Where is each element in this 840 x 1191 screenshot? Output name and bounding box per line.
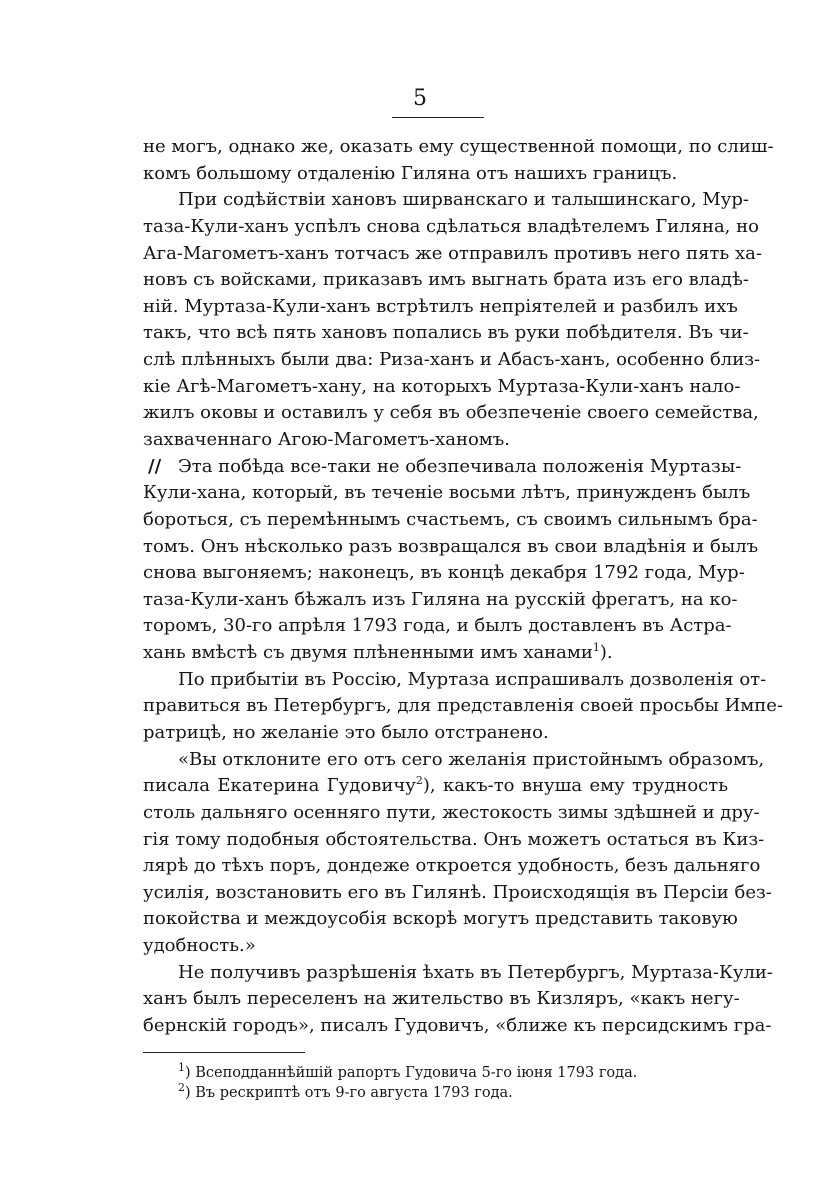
text-line: такъ, что всѣ пять хановъ попались въ руки побѣдителя. Въ чи- [143, 322, 749, 343]
footnote-rule [143, 1052, 305, 1053]
text-line: ній. Муртаза-Кули-ханъ встрѣтилъ непріятелей и разбилъ ихъ [143, 296, 738, 317]
text-line-tail: ). [599, 642, 613, 663]
footnote-text: ) Въ рескриптѣ отъ 9-го августа 1793 года. [185, 1085, 513, 1101]
page-number: 5 [413, 86, 427, 111]
margin-mark: // [148, 456, 162, 477]
footnote-mark: 1 [178, 1061, 185, 1075]
text-line: ханъ былъ переселенъ на жительство въ Кизляръ, «какъ негу- [143, 988, 740, 1009]
paragraph-line [148, 453, 742, 480]
text-line: правиться въ Петербургъ, для представленія своей просьбы Импе- [143, 695, 784, 716]
text-line-with-footnote [143, 639, 728, 666]
footnote-text: ) Всеподданнѣйшій рапортъ Гудовича 5-го іюня 1793 года. [185, 1065, 638, 1081]
text-line: снова выгоняемъ; наконецъ, въ концѣ декабря 1792 года, Мур- [143, 562, 745, 583]
text-line: слѣ плѣнныхъ были два: Риза-ханъ и Абасъ-ханъ, особенно близ- [143, 349, 761, 370]
text-line: жилъ оковы и оставилъ у себя въ обезпеченіе своего семейства, [143, 402, 759, 423]
text-line-tail: ), какъ-то внуша ему трудность [422, 775, 728, 796]
text-line: захваченнаго Агою-Магометъ-ханомъ. [143, 429, 510, 450]
text-line-with-footnote [143, 772, 728, 799]
text-line: лярѣ до тѣхъ поръ, дондеже откроется удобность, безъ дальняго [143, 855, 761, 876]
text-line: не могъ, однако же, оказать ему существенной помощи, по слиш- [143, 136, 774, 157]
text-line: столь дальняго осенняго пути, жестокость зимы здѣшней и дру- [143, 802, 760, 823]
text-line: По прибытіи въ Россію, Муртаза испрашивалъ дозволенія от- [178, 669, 767, 690]
text-line: усилія, возстановить его въ Гилянѣ. Происходящія въ Персіи без- [143, 882, 772, 903]
text-line: таза-Кули-ханъ успѣлъ снова сдѣлаться владѣтелемъ Гиляна, но [143, 216, 759, 237]
text-line: Кули-хана, который, въ теченіе восьми лѣтъ, принужденъ былъ [143, 482, 751, 503]
text-line: При содѣйствіи хановъ ширванскаго и талышинскаго, Мур- [178, 189, 749, 210]
text-line: Эта побѣда все-таки не обезпечивала положенія Муртазы- [178, 456, 742, 477]
text-line: кіе Агѣ-Магометъ-хану, на которыхъ Муртаза-Кули-ханъ нало- [143, 376, 741, 397]
text-line: томъ. Онъ нѣсколько разъ возвращался въ свои владѣнія и былъ [143, 536, 759, 557]
text-line: бороться, съ перемѣннымъ счастьемъ, съ своимъ сильнымъ бра- [143, 509, 758, 530]
footnote-ref: 2 [415, 774, 423, 787]
text-line: гія тому подобныя обстоятельства. Онъ можетъ остаться въ Киз- [143, 829, 765, 850]
text-line: комъ большому отдаленію Гиляна отъ нашихъ границъ. [143, 163, 678, 184]
footnote [178, 1062, 637, 1084]
text-line: Не получивъ разрѣшенія ѣхать въ Петербургъ, Муртаза-Кули- [178, 962, 773, 983]
text-line: удобность.» [143, 935, 256, 956]
text-line: ратрицѣ, но желаніе это было отстранено. [143, 722, 549, 743]
text-line: новъ съ войсками, приказавъ имъ выгнать брата изъ его владѣ- [143, 269, 749, 290]
text-line: «Вы отклоните его отъ сего желанія пристойнымъ образомъ, [178, 749, 765, 770]
text-line: хань вмѣстѣ съ двумя плѣненными имъ ханами [143, 642, 593, 663]
footnote-ref: 1 [592, 641, 600, 654]
text-line: таза-Кули-ханъ бѣжалъ изъ Гиляна на русскій фрегатъ, на ко- [143, 589, 738, 610]
text-line: бернскій городъ», писалъ Гудовичъ, «ближе къ персидскимъ гра- [143, 1015, 772, 1036]
header-rule [392, 117, 484, 118]
text-line: торомъ, 30-го апрѣля 1793 года, и былъ доставленъ въ Астра- [143, 615, 732, 636]
footnote-mark: 2 [178, 1081, 185, 1095]
text-line: покойства и междоусобія вскорѣ могутъ представить таковую [143, 908, 738, 929]
footnote [178, 1082, 513, 1104]
text-line: Ага-Магометъ-ханъ тотчасъ же отправилъ противъ него пять ха- [143, 243, 762, 264]
text-line: писала Екатерина Гудовичу [143, 775, 416, 796]
